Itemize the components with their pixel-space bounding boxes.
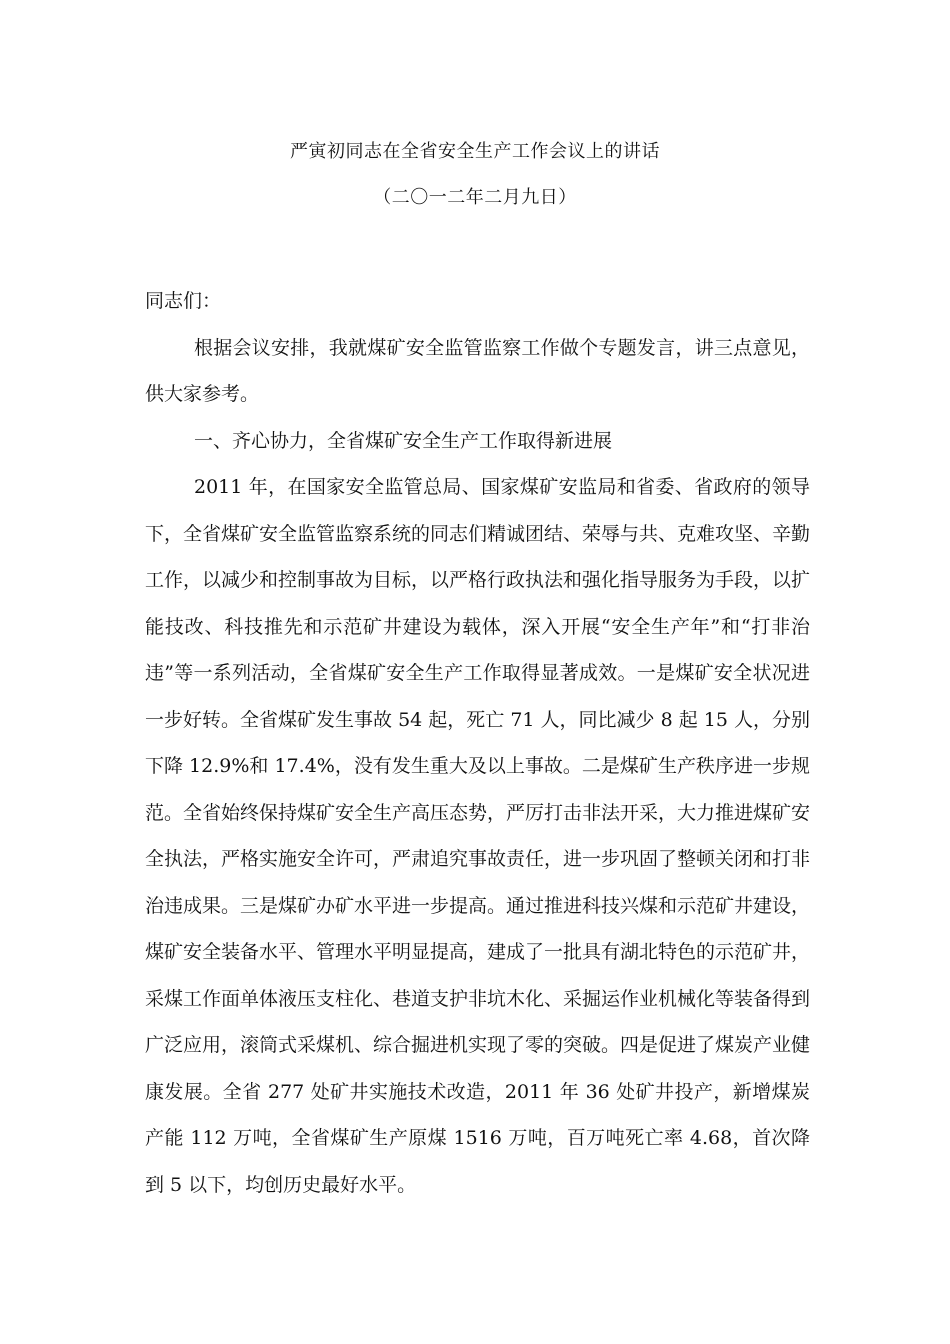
paragraph-intro: 根据会议安排，我就煤矿安全监管监察工作做个专题发言，讲三点意见，供大家参考。 <box>145 336 810 405</box>
salutation: 同志们： <box>145 290 222 312</box>
document-body <box>145 278 810 1208</box>
document-title: 严寅初同志在全省安全生产工作会议上的讲话 <box>290 141 660 162</box>
section-heading-1: 一、齐心协力，全省煤矿安全生产工作取得新进展 <box>194 429 613 452</box>
paragraph-2011-summary: 2011 年，在国家安全监管总局、国家煤矿安监局和省委、省政府的领导下，全省煤矿安全监管监察系统的同志们精诚团结、荣辱与共、克难攻坚、辛勤工作，以减少和控制事故为目标，以严格行政执法和强化指导服务为手段，以扩能技改、科技推先和示范矿井建设为载体，深入开展“安全生产年”和“打非治违”等一系列活动，全省煤矿安全生产工作取得显著成效。一是煤矿安全状况进一步好转。全省煤矿发生事故 54 起，死亡 71 人，同比减少 8 起 15 人，分别下降 12.9%和 17.4%，没有发生重大及以上事故。二是煤矿生产秩序进一步规范。全省始终保持煤矿安全生产高压态势，严厉打击非法开采，大力推进煤矿安全执法，严格实施安全许可，严肃追究事故责任，进一步巩固了整顿关闭和打非治违成果。三是煤矿办矿水平进一步提高。通过推进科技兴煤和示范矿井建设，煤矿安全装备水平、管理水平明显提高，建成了一批具有湖北特色的示范矿井，采煤工作面单体液压支柱化、巷道支护非坑木化、采掘运作业机械化等装备得到广泛应用，滚筒式采煤机、综合掘进机实现了零的突破。四是促进了煤炭产业健康发展。全省 277 处矿井实施技术改造，2011 年 36 处矿井投产，新增煤炭产能 112 万吨，全省煤矿生产原煤 1516 万吨，百万吨死亡率 4.68，首次降到 5 以下，均创历史最好水平。 <box>145 476 811 1196</box>
document-date: （二〇一二年二月九日） <box>373 187 577 208</box>
